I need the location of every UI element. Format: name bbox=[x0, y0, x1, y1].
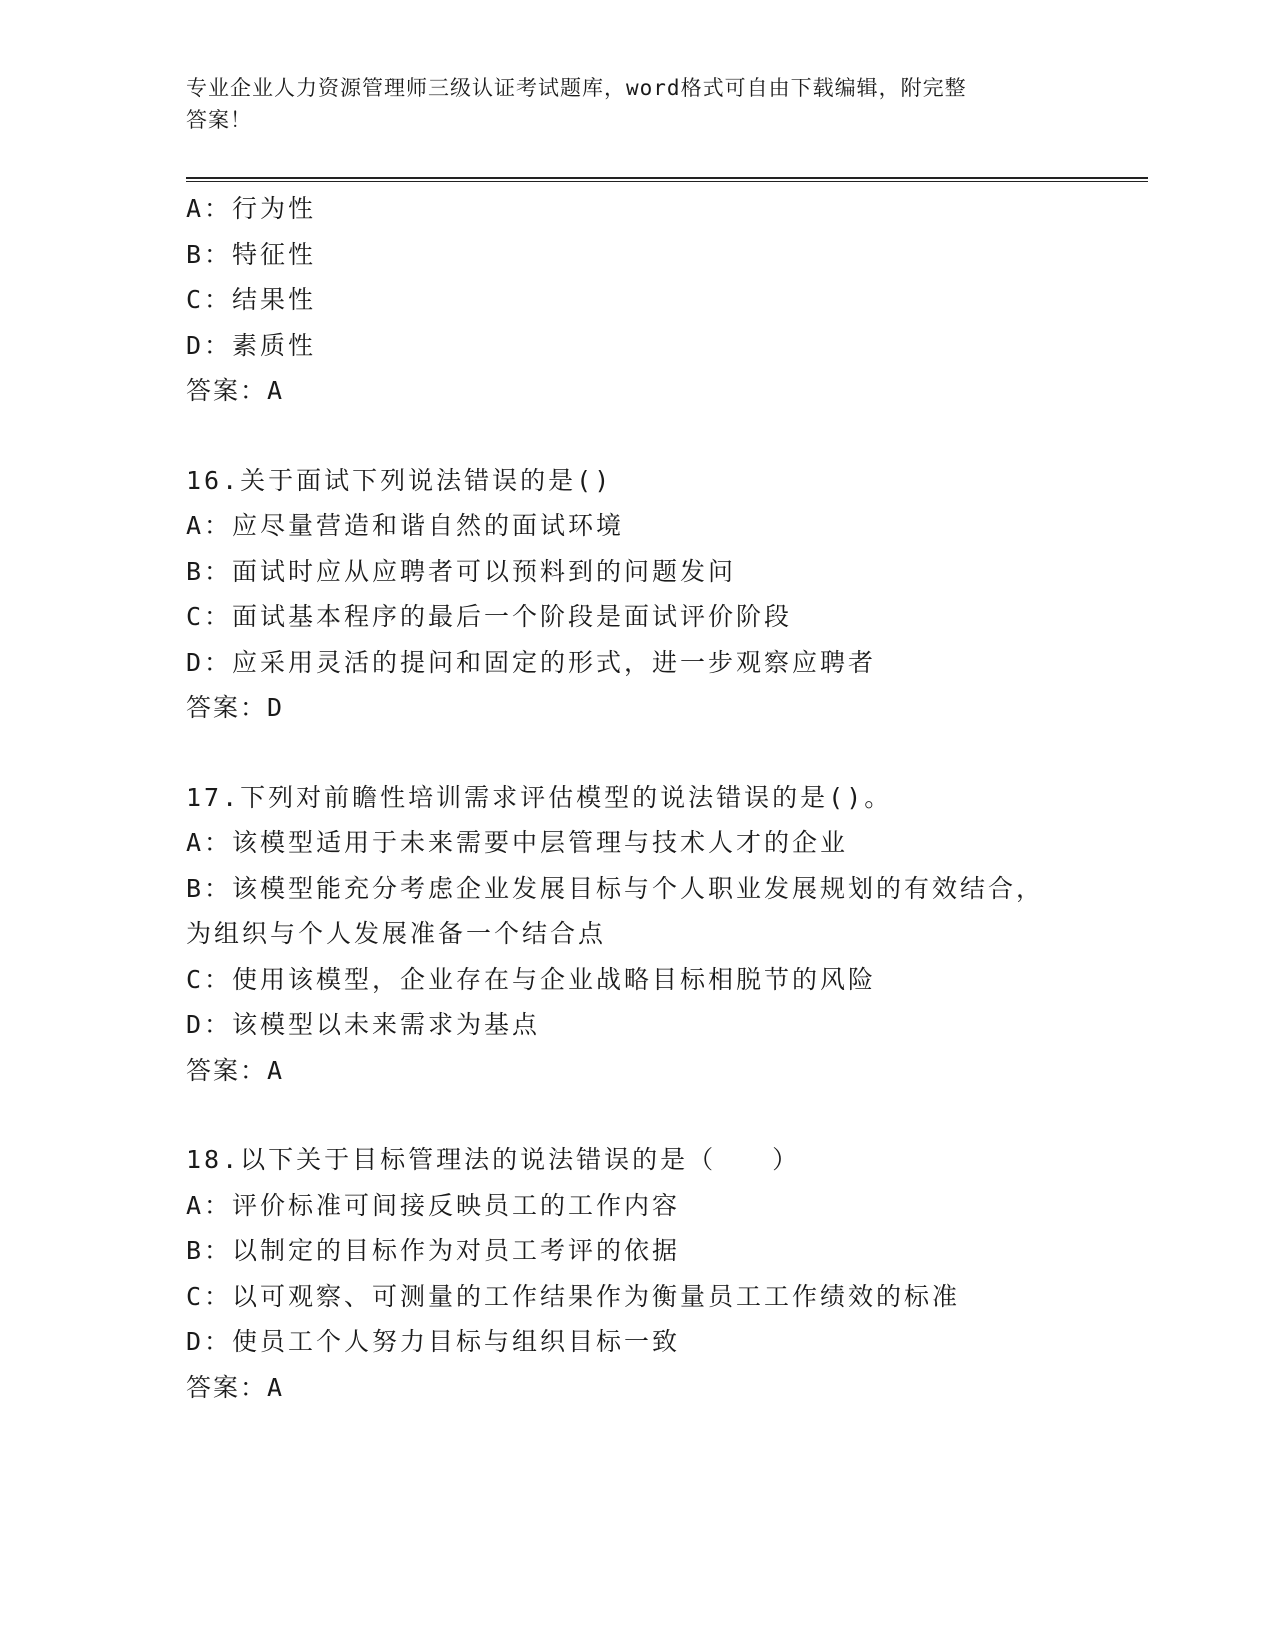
spacer bbox=[186, 731, 1086, 775]
option-d: D：应采用灵活的提问和固定的形式，进一步观察应聘者 bbox=[186, 647, 877, 677]
header-line-2: 答案！ bbox=[186, 108, 252, 132]
document-header bbox=[186, 72, 1066, 136]
header-divider-thin bbox=[186, 181, 1148, 182]
answer-line: 答案：A bbox=[186, 376, 285, 405]
option-d: D：使员工个人努力目标与组织目标一致 bbox=[186, 1327, 681, 1356]
spacer bbox=[186, 1093, 1086, 1137]
option-a: A：该模型适用于未来需要中层管理与技术人才的企业 bbox=[186, 828, 849, 857]
question-block-18 bbox=[186, 1137, 1086, 1410]
option-d: D：该模型以未来需求为基点 bbox=[186, 1010, 541, 1039]
option-c: C：以可观察、可测量的工作结果作为衡量员工工作绩效的标准 bbox=[186, 1281, 961, 1311]
question-list bbox=[186, 186, 1086, 1410]
question-title: 18.以下关于目标管理法的说法错误的是（ ） bbox=[186, 1145, 801, 1174]
option-b: B：该模型能充分考虑企业发展目标与个人职业发展规划的有效结合， bbox=[186, 873, 1045, 903]
option-b: B：特征性 bbox=[186, 239, 317, 269]
option-c: C：面试基本程序的最后一个阶段是面试评价阶段 bbox=[186, 602, 793, 631]
spacer bbox=[186, 414, 1086, 458]
option-a: A：应尽量营造和谐自然的面试环境 bbox=[186, 511, 625, 540]
question-block-16 bbox=[186, 458, 1086, 731]
header-line-1: 专业企业人力资源管理师三级认证考试题库，word格式可自由下载编辑，附完整 bbox=[186, 76, 967, 100]
option-a: A：行为性 bbox=[186, 194, 317, 223]
option-b-continued: 为组织与个人发展准备一个结合点 bbox=[186, 919, 607, 948]
question-title: 17.下列对前瞻性培训需求评估模型的说法错误的是()。 bbox=[186, 782, 893, 812]
option-b: B：面试时应从应聘者可以预料到的问题发问 bbox=[186, 556, 737, 586]
answer-line: 答案：D bbox=[186, 693, 285, 722]
header-divider-thick bbox=[186, 177, 1148, 179]
answer-line: 答案：A bbox=[186, 1372, 285, 1402]
option-c: C：使用该模型，企业存在与企业战略目标相脱节的风险 bbox=[186, 964, 877, 994]
question-title: 16.关于面试下列说法错误的是() bbox=[186, 465, 613, 495]
option-b: B：以制定的目标作为对员工考评的依据 bbox=[186, 1236, 681, 1265]
option-c: C：结果性 bbox=[186, 285, 317, 314]
answer-line: 答案：A bbox=[186, 1055, 285, 1085]
question-block-15 bbox=[186, 186, 1086, 414]
option-d: D：素质性 bbox=[186, 330, 317, 360]
question-block-17 bbox=[186, 775, 1086, 1094]
option-a: A：评价标准可间接反映员工的工作内容 bbox=[186, 1190, 681, 1220]
